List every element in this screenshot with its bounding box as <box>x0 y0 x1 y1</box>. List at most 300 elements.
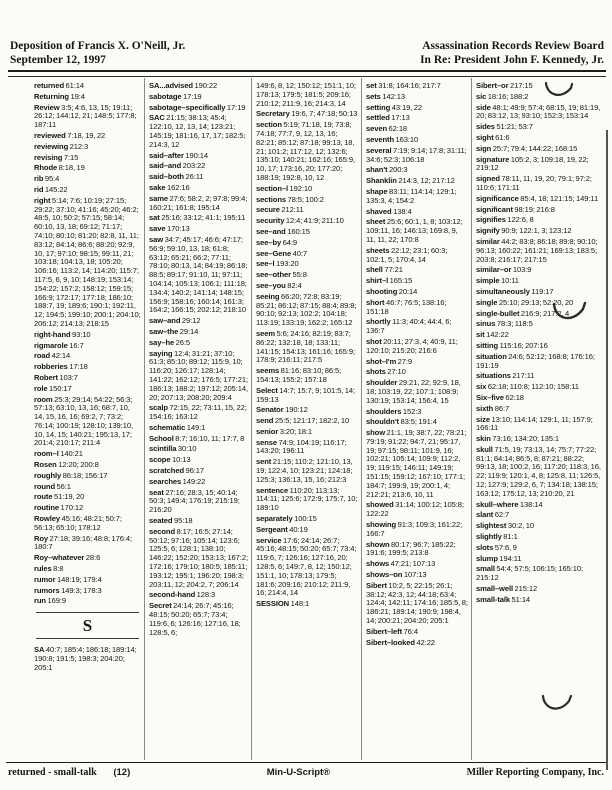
index-term: Sibert–left <box>366 626 403 636</box>
index-term: situations <box>476 371 511 381</box>
index-term: right <box>34 195 51 205</box>
index-entry: seat 27:16; 28:3, 15; 40:14; 50:3; 149:4; 176:19; 215:19; 216:20 <box>149 487 240 515</box>
index-term: shape <box>366 186 388 196</box>
index-column-2 <box>145 78 252 760</box>
index-term: seat <box>149 487 164 497</box>
index-term: Sibert–or <box>476 81 509 90</box>
index-entry: searches 149:22 <box>149 476 206 486</box>
index-entry: schematic 149:1 <box>149 422 206 432</box>
scan-edge-line <box>606 130 608 770</box>
index-term: reviewed <box>34 130 66 140</box>
index-term: send <box>256 416 274 426</box>
index-term: small <box>476 564 495 574</box>
index-entry: slump 194:11 <box>476 553 522 563</box>
index-term: returned <box>34 81 65 90</box>
index-entry: route 51:19, 20 <box>34 492 85 502</box>
footer-word-range: returned - small-talk <box>8 767 97 778</box>
index-term: shoulders <box>366 406 402 416</box>
index-entry: sabotage–specifically 17:19 <box>149 102 246 112</box>
index-entry: sinus 78:3; 118:5 <box>476 319 533 329</box>
index-columns <box>8 78 604 760</box>
index-term: set <box>366 81 377 90</box>
index-term: rumors <box>34 585 60 595</box>
index-entry: saw 34:7; 45:17; 46:6; 47:17; 56:9; 59:10, 13, 18; 61:8; 63:12; 65:21; 66:2; 77:11; 78:10; 80:13, 14; 84:19; 86:18; 88:5; 89:17; 91:10, 11; 97:11; 104:14; 105:13; 106:1; 111:18; 134:4; 140:2; 141:14; 148:15; 156:9; 158:16; 160:14; 161:3; 164:2; 166:15; 202:12; 218:10 <box>149 234 248 315</box>
index-term: Returning <box>34 91 69 101</box>
index-term: shaved <box>366 206 392 216</box>
case-name: In Re: President John F. Kennedy, Jr. <box>420 53 604 66</box>
index-entry: signed 78:11, 11, 19, 20; 79:1; 97:2; 110:6; 171:11 <box>476 174 592 192</box>
index-term: scope <box>149 455 171 465</box>
index-entry: run 169:9 <box>34 596 66 606</box>
index-entry: SAC 21:15; 38:13; 45:4; 122:10, 12, 13, 14; 123:21; 145:19; 181:16, 17, 17; 182:5; 214:3, 12 <box>149 113 246 149</box>
index-term: shows–on <box>366 570 403 580</box>
index-term: room <box>34 394 53 404</box>
index-term: sent <box>256 457 272 467</box>
index-term: rib <box>34 174 44 184</box>
index-term: skull–where <box>476 499 519 509</box>
index-term: Select <box>256 385 278 395</box>
index-entry: short 46:7; 76:5; 138:16; 151:18 <box>366 297 447 316</box>
index-term: second-hand <box>149 590 196 600</box>
index-entry: shot 20:11; 27:3, 4; 40:9, 11; 120:10; 215:20; 216:6 <box>366 336 458 355</box>
index-entry: Sibert–left 76:4 <box>366 626 418 636</box>
index-entry: shell 77:21 <box>366 265 403 275</box>
index-entry: skull–where 138:14 <box>476 499 543 509</box>
index-entry: seem 5:6; 24:16; 82:19; 83:7; 86:22; 132:18, 18; 133:11; 141:15; 154:13; 161:16; 165:9; 178:9; 216:11; 217:5 <box>256 328 355 365</box>
index-term: signature <box>476 154 510 164</box>
index-term: road <box>34 351 51 361</box>
index-term: small–well <box>476 584 513 594</box>
index-term: saw <box>149 234 164 244</box>
index-entry: slightly 81:1 <box>476 532 518 542</box>
index-entry: Six–five 62:18 <box>476 392 524 402</box>
index-term: senior <box>256 426 279 436</box>
index-term: Sibert–looked <box>366 637 415 647</box>
index-entry: significant 98:19; 216:8 <box>476 204 555 214</box>
index-term: sic <box>476 91 487 101</box>
index-term: see–l <box>256 259 275 269</box>
index-entry: sides 51:21; 53:7 <box>476 122 533 132</box>
index-entry: seated 95:18 <box>149 516 193 526</box>
index-entry: second-hand 128:3 <box>149 590 216 600</box>
index-term: single <box>476 297 498 307</box>
index-term: sat <box>149 213 160 223</box>
index-term: saw–and <box>149 316 181 326</box>
header-divider-rule <box>8 70 606 77</box>
index-entry: see–and 160:15 <box>256 226 310 236</box>
index-column-1 <box>8 78 145 760</box>
index-entry: sign 25:7; 79:4; 144:22; 168:15 <box>476 143 578 153</box>
index-entry: settled 17:13 <box>366 113 410 123</box>
index-term: run <box>34 596 46 606</box>
index-term: Senator <box>256 405 284 415</box>
index-entry: see–you 82:4 <box>256 280 302 290</box>
index-entry: said–and 203:22 <box>149 161 206 171</box>
index-term: searches <box>149 476 182 486</box>
index-entry: sets 142:13 <box>366 91 405 101</box>
index-entry: Sibert 10:2, 5; 22:15; 26:1; 38:12; 42:3, 12; 44:18; 63:4; 124:4; 142:11; 174:16; 185:5, 8; 186:21; 189:14; 190:9; 198:4, 14; 200:21; 204:20; 205:1 <box>366 580 468 626</box>
index-term: see–by <box>256 237 282 247</box>
index-entry: sit 142:22 <box>476 330 509 340</box>
index-entry: shots 27:10 <box>366 367 406 377</box>
index-term: Six–five <box>476 392 504 402</box>
index-entry: say–he 26:5 <box>149 337 191 347</box>
index-entry: shape 83:11; 114:14; 129:1; 135:3, 4; 154:2 <box>366 186 457 205</box>
index-term: section <box>256 120 282 130</box>
index-entry: single-bullet 216:9; 217:2, 4 <box>476 308 570 318</box>
index-term: SESSION <box>256 599 290 609</box>
footer-brand: Min-U-Script® <box>266 767 331 778</box>
index-entry: small–well 215:12 <box>476 584 538 594</box>
index-entry: saw–and 29:12 <box>149 316 201 326</box>
index-term: robberies <box>34 362 68 372</box>
section-letter: S <box>36 612 139 639</box>
index-term: significance <box>476 193 519 203</box>
index-entry: six 62:18; 110:8; 112:10; 158:11 <box>476 382 579 392</box>
index-term: single-bullet <box>476 308 520 318</box>
index-entry: sheets 22:12; 23:1; 60:3; 102:1, 5; 170:4, 14 <box>366 245 448 264</box>
index-entry: see–other 55:8 <box>256 270 307 280</box>
index-entry: same 27:6; 58:2, 2; 97:8; 99:4; 160:21; 161:8; 195:14 <box>149 193 248 212</box>
index-term: several <box>366 145 392 155</box>
index-term: see–you <box>256 280 286 290</box>
index-term: right-hand <box>34 329 71 339</box>
deposition-title: Deposition of Francis X. O'Neill, Jr. <box>10 40 186 52</box>
index-entry: rib 95:4 <box>34 174 60 184</box>
index-entry: rules 8:8 <box>34 564 64 574</box>
index-term: Secretary <box>256 109 290 119</box>
index-entry: role 150:17 <box>34 383 72 393</box>
index-entry: sixth 86:7 <box>476 403 510 413</box>
index-entry: similar 44:2; 83:8; 86:18; 89:8; 90:10; 96:13; 160:22; 161:21; 169:13; 183:5; 203:8; 216:17; 217:15 <box>476 236 598 264</box>
index-entry: Sibert–looked 42:22 <box>366 637 435 647</box>
index-term: role <box>34 383 48 393</box>
index-entry: setting 43:19, 22 <box>366 102 422 112</box>
index-term: shots <box>366 367 386 377</box>
index-term: said–both <box>149 172 184 182</box>
index-entry: said–both 26:11 <box>149 172 204 182</box>
index-entry: slant 62:7 <box>476 510 510 520</box>
index-entry: shaved 138:4 <box>366 206 412 216</box>
index-entry: signify 90:9; 122:1, 3; 123:12 <box>476 226 572 236</box>
index-entry: separately 100:15 <box>256 514 317 524</box>
index-term: situation <box>476 351 507 361</box>
page-header <box>10 40 604 67</box>
index-term: small-talk <box>476 594 511 604</box>
footer-company: Miller Reporting Company, Inc. <box>466 767 604 778</box>
index-term: said–after <box>149 150 184 160</box>
index-term: room–l <box>34 449 59 459</box>
index-column-5 <box>472 78 604 760</box>
index-entry: sat 25:16; 33:12; 41:1; 195:11 <box>149 213 246 223</box>
index-term: Rowley <box>34 514 60 524</box>
index-entry: Rhode 8:18, 19 <box>34 163 85 173</box>
footer-page-number: (12) <box>113 767 131 778</box>
index-term: rigmarole <box>34 340 68 350</box>
index-entry: shoulder 29:21, 22; 92:9, 18, 18; 103:19, 22; 107:1; 108:9; 130:19; 153:14; 156:4, 15 <box>366 378 461 405</box>
index-term: Rhode <box>34 163 58 173</box>
index-term: Robert <box>34 372 58 382</box>
index-entry: seven 62:18 <box>366 124 408 134</box>
index-term: seem <box>256 328 276 338</box>
footer-divider-rule <box>6 762 606 763</box>
index-term: sabotage–specifically <box>149 102 226 112</box>
index-entry: sic 18:16; 188:2 <box>476 91 529 101</box>
index-term: short <box>366 297 385 307</box>
index-term: sit <box>476 330 485 340</box>
index-entry-continuation: 149:6, 8, 12; 150:12; 151:1, 10; 178:13; 179:5; 181:5; 209:16; 210:12; 211:9, 16; 214:3, 14 <box>256 81 356 108</box>
index-term: shot <box>366 336 382 346</box>
index-term: shell <box>366 265 383 275</box>
index-term: similar <box>476 236 500 246</box>
footer-left <box>8 767 130 778</box>
index-entry: Review 3:5; 4:6, 13, 15; 19:11; 26:12; 144:12, 21; 148:5; 177:8; 187:11 <box>34 102 137 130</box>
index-entry: simple 10:11 <box>476 276 519 286</box>
index-term: Roy <box>34 533 49 543</box>
index-term: sense <box>256 437 278 447</box>
index-entry: room 25:3; 29:14; 54:22; 56:3; 57:13; 63:10, 13, 16; 68:7, 10, 14, 15, 16, 16; 69:2, 7; 73:2; 76:14; 100:19; 128:10; 139:10, 10, 14, 15; 140:21; 195:13, 17; 201:4; 210:17; 211:4 <box>34 394 133 448</box>
index-entry: Rowley 45:16; 48:21; 50:7; 56:13; 65:10; 178:12 <box>34 514 122 532</box>
index-term: shot–I'm <box>366 356 397 366</box>
index-entry: Shanklin 214:3, 12; 217:12 <box>366 176 455 186</box>
index-term: rules <box>34 564 52 574</box>
index-entry: Roy–whatever 28:6 <box>34 553 101 563</box>
index-term: security <box>256 216 285 226</box>
index-term: rid <box>34 184 44 194</box>
index-entry: sentence 110:20; 113:13; 114:11; 125:6; 172:9; 175:7, 10; 189:10 <box>256 485 358 513</box>
index-entry: SA...advised 190:22 <box>149 81 218 90</box>
index-term: route <box>34 492 53 502</box>
index-entry: Returning 19:4 <box>34 91 85 101</box>
index-entry: saw–the 29:14 <box>149 326 199 336</box>
index-entry: skin 73:16; 134:20; 135:1 <box>476 434 559 444</box>
index-entry: shot–I'm 27:9 <box>366 356 413 366</box>
index-term: settled <box>366 113 390 123</box>
index-term: signed <box>476 174 500 184</box>
index-term: secure <box>256 205 280 215</box>
board-name: Assassination Records Review Board <box>422 40 604 52</box>
index-entry: sections 78:5; 100:2 <box>256 194 324 204</box>
index-entry: Secret 24:14; 26:7; 45:16; 48:15; 50:20; 65:7; 73:4; 119:6, 6; 126:16; 127:16, 18; 128:5, 6; <box>149 601 241 637</box>
index-term: slots <box>476 542 494 552</box>
index-term: Roy–whatever <box>34 553 85 563</box>
index-term: sinus <box>476 319 496 329</box>
index-entry: said–after 190:14 <box>149 150 209 160</box>
index-entry: shan't 200:3 <box>366 165 408 175</box>
index-entry: robberies 17:18 <box>34 362 88 372</box>
index-term: shown <box>366 539 390 549</box>
index-term: showed <box>366 500 394 510</box>
index-term: slightly <box>476 532 502 542</box>
index-entry: Senator 190:12 <box>256 405 308 415</box>
index-term: same <box>149 193 169 203</box>
index-entry: sake 162:16 <box>149 182 190 192</box>
index-term: section–l <box>256 183 289 193</box>
index-entry: see–Gene 40:7 <box>256 248 307 258</box>
index-term: sentence <box>256 485 289 495</box>
index-entry: second 8:17; 16:5; 27:14; 50:12; 97:16; 105:14; 123:6; 125:5, 6; 128:1; 138:10; 146:22; 152:20; 153:13; 167:2; 172:16; 179:10; 180:5; 185:11; 193:12; 195:1; 196:20; 198:3; 203:11, 12; 204:2, 7; 206:14 <box>149 526 248 589</box>
index-entry: scintilla 30:10 <box>149 444 197 454</box>
index-entry: shirt–l 165:15 <box>366 276 413 286</box>
index-term: simultaneously <box>476 286 530 296</box>
index-entry: shows 47:21; 107:13 <box>366 559 436 569</box>
index-entry: shows–on 107:13 <box>366 570 427 580</box>
index-entry: service 17:6; 24:14; 26:7; 45:16; 48:15; 50:20; 65:7; 73:4; 119:6, 7; 126:16; 127:16, 20; 128:5, 6; 149:7, 8, 12; 150:12; 151:1, 10; 178:13; 179:5; 181:6; 209:16; 210:12; 211:9, 16; 214:4, 14 <box>256 535 357 598</box>
index-term: slightest <box>476 521 507 531</box>
index-term: seventh <box>366 134 394 144</box>
index-term: round <box>34 481 56 491</box>
index-term: Rosen <box>34 460 57 470</box>
index-entry: round 56:1 <box>34 481 71 491</box>
index-entry: skull 71:5, 19; 73:13, 14; 75:7; 77:22; 81:1; 84:14; 86:5, 8; 87:21; 88:22; 99:13, 18; 100:2, 16; 117:20; 118:3, 16, 22; 119:9; 120:1, 4, 8; 125:8, 11; 126:5, 12; 127:9; 129:2, 6, 7; 134:18; 138:15; 163:12; 175:12, 13; 210:20, 21 <box>476 444 601 498</box>
index-entry: sheet 25:6; 60:1, 1, 8; 103:12; 109:11, 16; 146:13; 169:8, 9, 11, 11, 22; 170:8 <box>366 217 463 244</box>
index-term: scintilla <box>149 444 177 454</box>
index-term: say–he <box>149 337 175 347</box>
index-entry: slightest 30:2, 10 <box>476 521 534 531</box>
index-term: sheet <box>366 217 386 227</box>
index-entry: scratched 96:17 <box>149 466 204 476</box>
index-entry: security 12:4; 41:9; 211:10 <box>256 216 344 226</box>
index-entry: set 31:8; 164:16; 217:7 <box>366 81 441 90</box>
index-entry: signature 105:2, 3; 109:18, 19, 22; 219:12 <box>476 154 589 173</box>
index-term: Sergeant <box>256 524 288 534</box>
index-entry: seeing 66:20; 72:8; 83:19; 85:21; 86:12; 87:15; 88:4; 89:8; 90:10; 92:13; 102:2; 104:18; 113:19; 133:19; 162:2; 165:12 <box>256 291 357 328</box>
index-entry: shortly 11:3; 40:4; 44:4, 6; 136:7 <box>366 317 452 336</box>
index-entry: small 54:4; 57:5; 106:15; 165:10; 215:12 <box>476 564 584 583</box>
index-entry: routine 170:12 <box>34 503 84 513</box>
index-entry: rid 145:22 <box>34 184 68 194</box>
index-term: reviewing <box>34 141 69 151</box>
index-term: saw–the <box>149 326 179 336</box>
index-entry: show 21:1, 19; 38:7, 22; 78:21; 79:19; 91:22; 94:7, 21; 95:17, 19; 97:15; 98:11; 101:9, 16; 102:21; 105:14; 109:9; 112:2, 19; 119:15; 146:11; 149:19; 151:15; 159:12; 167:10; 177:1; 184:7; 199:9, 19; 200:1, 4; 212:21; 213:6, 10, 11 <box>366 428 467 499</box>
index-entry: section–l 192:10 <box>256 183 313 193</box>
index-entry: seventh 163:10 <box>366 134 419 144</box>
index-term: slump <box>476 553 498 563</box>
index-term: roughly <box>34 470 62 480</box>
index-term: sets <box>366 91 381 101</box>
index-entry: single 25:10; 29:13; 52:20, 20 <box>476 297 574 307</box>
index-term: setting <box>366 102 391 112</box>
index-term: Sibert <box>366 580 387 590</box>
index-entry: see–by 64:9 <box>256 237 298 247</box>
index-entry: showing 91:3; 109:3; 161:22; 166:7 <box>366 520 463 538</box>
index-term: Shanklin <box>366 176 397 186</box>
index-term: shirt–l <box>366 276 389 286</box>
index-term: seven <box>366 124 388 134</box>
index-term: SA...advised <box>149 81 193 90</box>
index-term: showing <box>366 520 397 530</box>
index-term: size <box>476 414 490 424</box>
index-term: seems <box>256 366 280 376</box>
index-term: similar–or <box>476 265 512 275</box>
index-term: routine <box>34 503 60 513</box>
index-term: see–other <box>256 270 291 280</box>
index-term: see–Gene <box>256 248 292 258</box>
index-term: slant <box>476 510 494 520</box>
index-term: scratched <box>149 466 184 476</box>
index-term: service <box>256 535 282 545</box>
index-term: seated <box>149 516 173 526</box>
index-entry: Robert 103:7 <box>34 372 78 382</box>
index-entry: section 5:19; 71:18, 19; 73:8; 74:18; 77:7, 9, 12, 13, 16; 82:21; 85:12; 87:18; 99:13, 18, 21; 101:2; 117:12, 12; 132:6; 135:10; 140:21; 162:16; 165:9, 10, 17; 173:16, 20; 177:20; 188:19; 192:8, 10, 12 <box>256 120 355 182</box>
index-term: sections <box>256 194 287 204</box>
index-entry: significance 85:4, 18; 121:15; 149:11 <box>476 193 599 203</box>
index-entry: several 7:19; 9:14; 17:8; 31:11; 34:6; 52:3; 106:18 <box>366 145 467 164</box>
index-entry: right 5:14; 7:6; 10:19; 27:15; 29:22; 37:10; 41:16; 45:20; 46:2; 48:5, 10; 50:2; 57:15; 58:14; 60:10, 13, 18; 69:12; 71:17; 74:10; 80:10; 81:20; 82:8, 11, 11; 83:12; 84:14; 86:6; 88:20; 92:9, 10, 17; 97:10; 98:15; 99:11, 21; 103:18; 104:13, 18; 105:20; 106:16; 113:2, 14; 114:20; 115:7; 117:5, 6, 9, 10; 148:19; 153:14; 154:22; 157:2; 158:12; 159:15; 166:9; 172:17; 177:18; 186:10; 188:7, 19; 189:6; 190:1; 192:11, 12; 194:5; 199:10; 200:1; 204:10; 206:12; 214:13; 218:15 <box>34 195 141 328</box>
index-term: shows <box>366 559 390 569</box>
index-term: simple <box>476 276 500 286</box>
index-term: side <box>476 102 491 112</box>
index-term: sixth <box>476 403 494 413</box>
index-entry: road 42:14 <box>34 351 71 361</box>
index-entry: Sergeant 40:19 <box>256 524 308 534</box>
index-entry: secure 212:11 <box>256 205 304 215</box>
index-term: shouldn't <box>366 417 399 427</box>
header-left <box>10 40 185 67</box>
index-term: SAC <box>149 113 165 123</box>
index-entry: similar–or 103:9 <box>476 265 532 275</box>
deposition-date: September 12, 1997 <box>10 53 106 66</box>
index-term: separately <box>256 514 293 524</box>
index-entry: shown 80:17; 96:7; 185:22; 191:6; 199:5; 213:8 <box>366 539 456 558</box>
index-entry: Roy 27:18; 39:16; 48:8; 176:4; 180:7 <box>34 533 133 552</box>
index-term: Review <box>34 102 60 112</box>
index-term: Secret <box>149 601 172 611</box>
header-right <box>420 40 604 67</box>
index-term: signifies <box>476 215 506 225</box>
index-entry: sense 74:9; 104:19; 116:17; 143:20; 196:11 <box>256 437 347 456</box>
index-entry: right-hand 93:10 <box>34 329 91 339</box>
index-entry: situation 24:6; 52:12; 168:8; 176:16; 191:19 <box>476 351 595 370</box>
index-entry: rigmarole 16:7 <box>34 340 84 350</box>
index-entry: returned 61:14 <box>34 81 85 90</box>
index-term: shan't <box>366 165 388 175</box>
index-entry: showed 31:14; 100:12; 105:8; 122:22 <box>366 500 464 519</box>
index-term: shoulder <box>366 378 398 388</box>
index-term: sheets <box>366 245 390 255</box>
index-entry: revising 7:15 <box>34 152 79 162</box>
index-entry: reviewed 7:18, 19, 22 <box>34 130 106 140</box>
index-entry: simultaneously 119:17 <box>476 286 554 296</box>
index-term: revising <box>34 152 63 162</box>
index-entry: rumors 149:3; 178:3 <box>34 585 102 595</box>
index-entry: sight 61:6 <box>476 132 510 142</box>
index-term: SA <box>34 645 45 655</box>
index-entry: shouldn't 83:5; 191:4 <box>366 417 437 427</box>
index-entry: send 25:5; 121:17; 182:2, 10 <box>256 416 350 426</box>
index-entry: sitting 115:16; 207:16 <box>476 340 548 350</box>
index-entry: sent 21:15; 110:2; 121:10, 13, 19; 122:4, 10; 123:21; 124:18; 125:3; 136:13, 15, 16; 212:3 <box>256 457 353 484</box>
index-term: show <box>366 428 386 438</box>
index-term: said–and <box>149 161 182 171</box>
index-term: sabotage <box>149 91 182 101</box>
index-term: skin <box>476 434 491 444</box>
index-term: shooting <box>366 286 398 296</box>
index-term: significant <box>476 204 513 214</box>
index-term: sake <box>149 182 166 192</box>
index-column-4 <box>362 78 472 760</box>
index-entry: slots 57:6, 9 <box>476 542 517 552</box>
index-entry: see–l 193:20 <box>256 259 299 269</box>
index-entry: size 13:10; 114:14; 129:1, 11; 157:9; 166:11 <box>476 414 593 433</box>
index-term: rumor <box>34 574 56 584</box>
index-entry: situations 217:11 <box>476 371 535 381</box>
index-entry: SESSION 148:1 <box>256 599 310 609</box>
page-footer <box>8 767 604 778</box>
index-entry: scalp 72:15, 22; 73:11, 15, 22; 154:16; 163:12 <box>149 403 247 422</box>
index-entry: small-talk 51:14 <box>476 594 531 604</box>
index-term: seeing <box>256 291 280 301</box>
